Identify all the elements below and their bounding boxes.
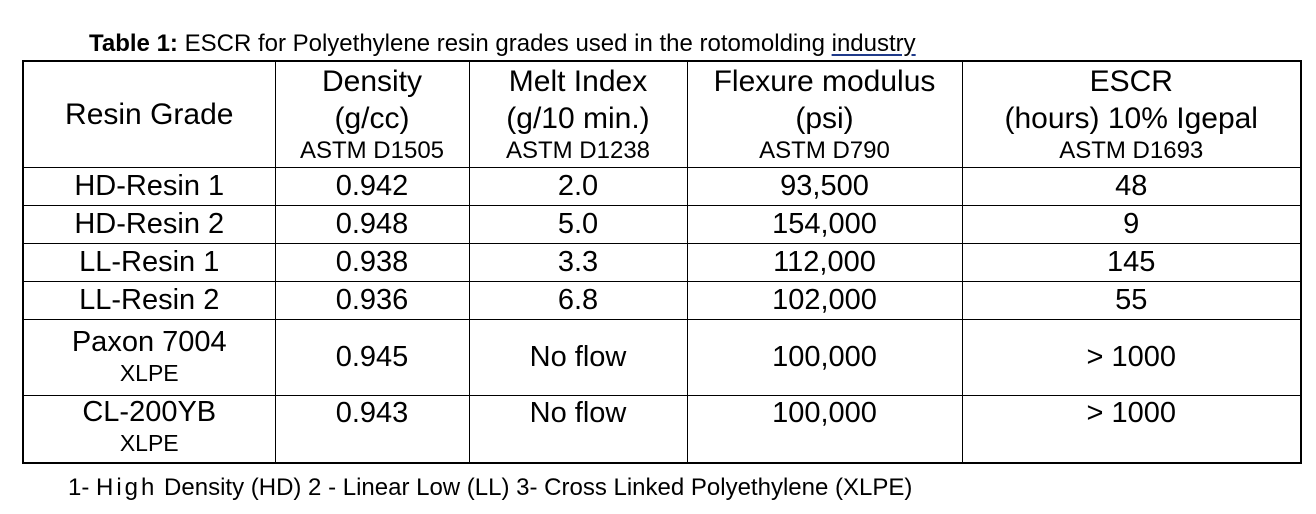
header-resin-grade-label: Resin Grade [65,97,234,131]
cell-flexure: 102,000 [687,281,962,319]
header-melt-index-standard: ASTM D1238 [505,137,651,165]
table-row [23,281,1301,319]
table-row [23,205,1301,243]
caption-label: Table 1: [89,30,178,57]
cell-melt-index: 2.0 [469,167,687,205]
cell-grade-name: Paxon 7004 [71,326,227,358]
cell-escr: 55 [962,281,1301,319]
header-melt-index-label: Melt Index [508,65,648,99]
cell-grade-type: XLPE [119,360,179,386]
header-flexure-standard: ASTM D790 [759,137,890,165]
cell-density: 0.945 [275,319,469,395]
header-density-standard: ASTM D1505 [299,137,445,165]
header-flexure-unit: (psi) [795,102,854,136]
cell-grade: HD-Resin 1 [23,167,275,205]
cell-density: 0.942 [275,167,469,205]
cell-grade: HD-Resin 2 [23,205,275,243]
header-escr-unit: (hours) 10% Igepal [1004,102,1258,136]
footnote-spaced: High [96,474,158,501]
cell-grade-type: XLPE [119,429,179,456]
cell-density: 0.948 [275,205,469,243]
cell-grade [23,395,275,463]
cell-flexure: 100,000 [687,319,962,395]
caption-text: ESCR for Polyethylene resin grades used in the rotomolding [177,30,832,57]
cell-flexure: 100,000 [687,395,962,463]
cell-flexure: 112,000 [687,243,962,281]
cell-flexure: 93,500 [687,167,962,205]
table-row [23,167,1301,205]
cell-melt-index: No flow [469,395,687,463]
cell-melt-index: 6.8 [469,281,687,319]
cell-density: 0.943 [275,395,469,463]
cell-melt-index: 3.3 [469,243,687,281]
header-melt-index-unit: (g/10 min.) [506,102,650,136]
header-density-label: Density [321,65,423,99]
cell-escr: 48 [962,167,1301,205]
header-escr-standard: ASTM D1693 [1059,137,1204,165]
cell-grade [23,319,275,395]
cell-density: 0.936 [275,281,469,319]
footnote-rest: Density (HD) 2 - Linear Low (LL) 3- Cross Linked Polyethylene (XLPE) [157,474,913,501]
cell-grade: LL-Resin 2 [23,281,275,319]
caption-link[interactable]: industry [831,30,916,57]
table-row [23,395,1301,463]
cell-density: 0.938 [275,243,469,281]
cell-grade: LL-Resin 1 [23,243,275,281]
cell-melt-index: 5.0 [469,205,687,243]
header-resin-grade [23,61,275,167]
cell-escr: > 1000 [962,395,1301,463]
header-row [23,61,1301,167]
cell-escr: > 1000 [962,319,1301,395]
header-escr [962,61,1301,167]
table-row [23,319,1301,395]
cell-melt-index: No flow [469,319,687,395]
footnote-prefix: 1- [68,474,97,501]
table-row [23,243,1301,281]
cell-flexure: 154,000 [687,205,962,243]
header-density [275,61,469,167]
table-caption [89,29,916,59]
header-melt-index [469,61,687,167]
header-density-unit: (g/cc) [334,102,410,136]
header-flexure-label: Flexure modulus [713,65,936,99]
header-escr-label: ESCR [1089,65,1173,99]
cell-grade-name: CL-200YB [82,395,217,428]
cell-escr: 9 [962,205,1301,243]
header-flexure-modulus [687,61,962,167]
cell-escr: 145 [962,243,1301,281]
footnote [68,473,912,503]
escr-table [22,60,1302,464]
